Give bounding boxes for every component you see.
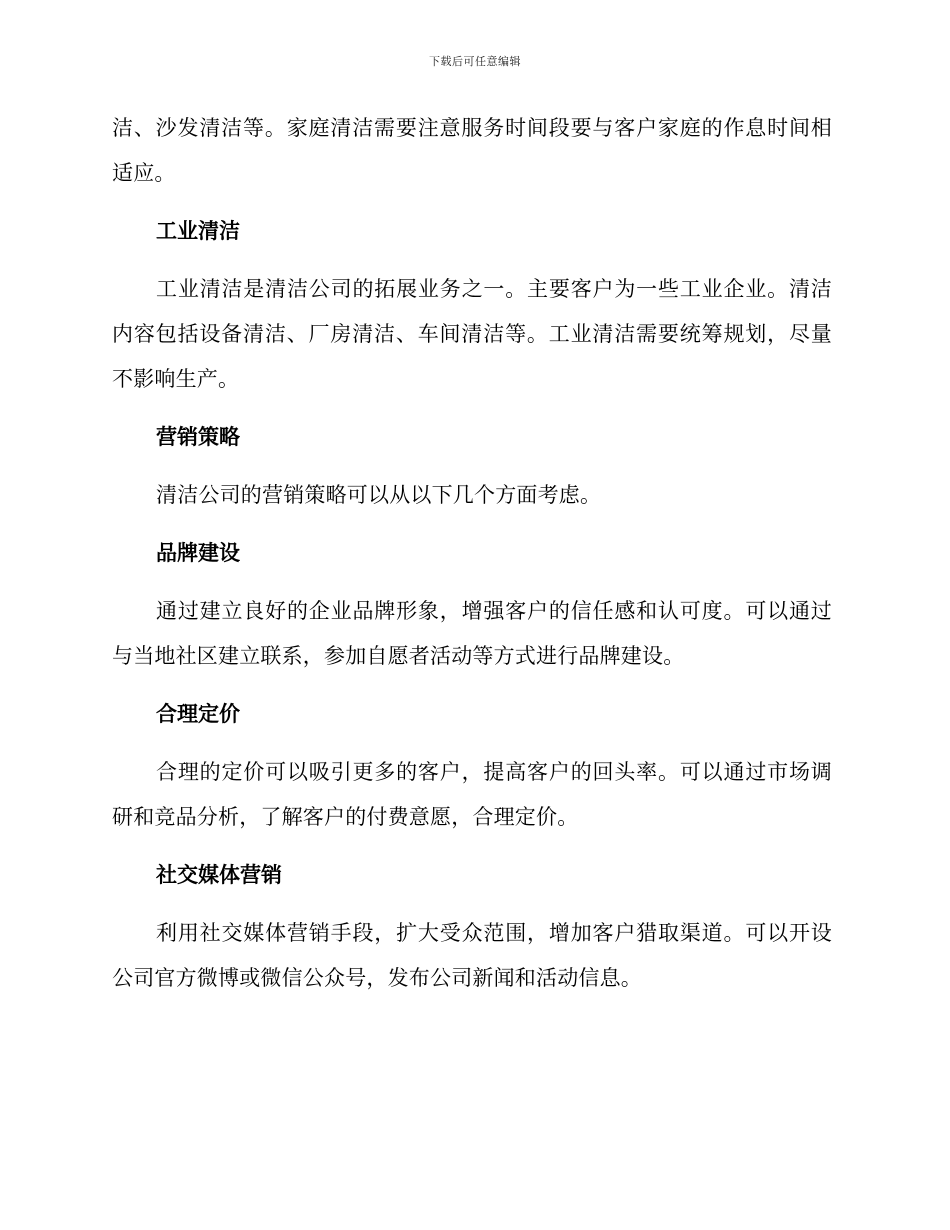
document-body <box>112 106 832 1001</box>
heading-social-media-marketing: 社交媒体营销 <box>156 863 282 887</box>
paragraph-social-media-marketing: 利用社交媒体营销手段，扩大受众范围，增加客户猎取渠道。可以开设公司官方微博或微信公众号，发布公司新闻和活动信息。 <box>112 921 832 990</box>
heading-reasonable-pricing: 合理定价 <box>156 702 240 726</box>
paragraph-marketing-strategy: 清洁公司的营销策略可以从以下几个方面考虑。 <box>156 483 602 507</box>
paragraph-brand-building: 通过建立良好的企业品牌形象，增强客户的信任感和认可度。可以通过与当地社区建立联系，参加自愿者活动等方式进行品牌建设。 <box>112 599 832 668</box>
heading-industrial-cleaning: 工业清洁 <box>156 219 240 243</box>
page-header-note: 下载后可任意编辑 <box>429 55 521 68</box>
heading-marketing-strategy: 营销策略 <box>156 425 240 449</box>
heading-brand-building: 品牌建设 <box>156 541 240 565</box>
paragraph-industrial-cleaning: 工业清洁是清洁公司的拓展业务之一。主要客户为一些工业企业。清洁内容包括设备清洁、厂房清洁、车间清洁等。工业清洁需要统筹规划，尽量不影响生产。 <box>112 277 832 391</box>
paragraph-reasonable-pricing: 合理的定价可以吸引更多的客户，提高客户的回头率。可以通过市场调研和竞品分析，了解客户的付费意愿，合理定价。 <box>112 760 832 829</box>
paragraph-household-cleaning-end: 洁、沙发清洁等。家庭清洁需要注意服务时间段要与客户家庭的作息时间相适应。 <box>112 116 832 185</box>
